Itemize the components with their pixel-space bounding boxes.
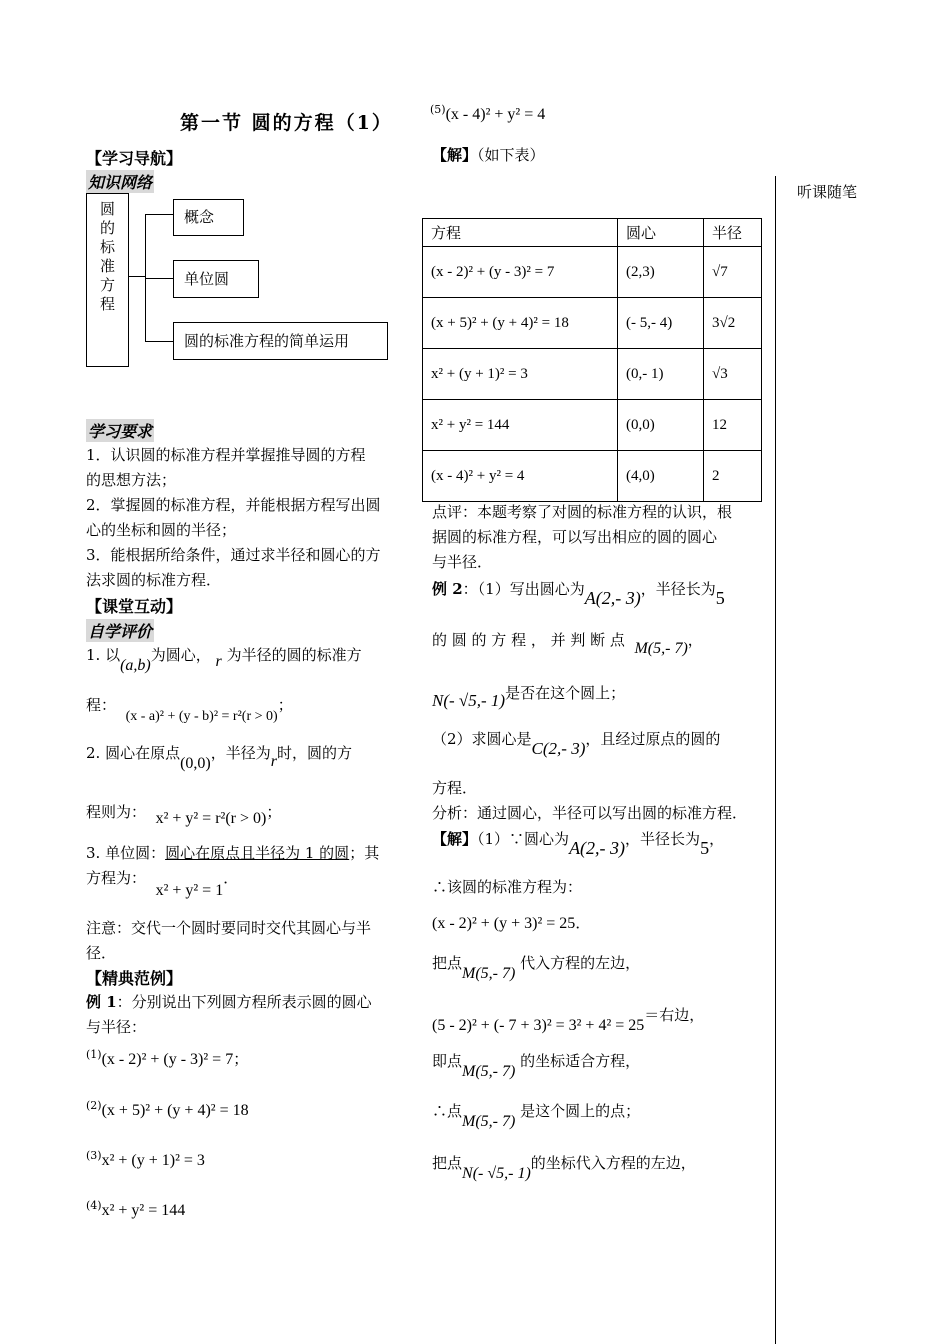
table-cell: (0,0) — [618, 400, 704, 451]
table-cell: x² + (y + 1)² = 3 — [423, 349, 618, 400]
text: 时，圆的方 — [277, 744, 353, 762]
example-1-item-5 — [430, 103, 545, 124]
point-a: A(2,- 3) — [584, 588, 641, 608]
text: ，半径长为 — [640, 580, 716, 598]
text: 1. 以 — [86, 646, 121, 664]
example-1-item-4 — [86, 1199, 185, 1220]
text: ， — [709, 830, 725, 848]
network-heading: 知识网络 — [86, 170, 154, 193]
example-1-item-2 — [86, 1099, 249, 1120]
comment-line: 与半径． — [432, 553, 493, 571]
solution-2-line-7 — [432, 1099, 641, 1130]
margin-divider — [775, 176, 776, 1344]
text: ． — [223, 869, 239, 887]
connector — [145, 278, 173, 279]
table-cell: (x + 5)² + (y + 4)² = 18 — [423, 298, 618, 349]
radius-symbol: r — [215, 653, 222, 670]
example-1-intro — [86, 990, 372, 1040]
equation: (x + 5)² + (y + 4)² = 18 — [101, 1102, 249, 1119]
text: （2）求圆心是 — [432, 730, 532, 748]
example-2-label: 例 2 — [432, 580, 463, 598]
item-number: (1) — [86, 1048, 102, 1061]
text: ：分别说出下列圆方程所表示圆的圆心 — [116, 993, 372, 1011]
examples-heading: 【精典范例】 — [86, 969, 183, 988]
text: ； — [266, 803, 282, 821]
table-cell: 12 — [704, 400, 762, 451]
table-cell: (4,0) — [618, 451, 704, 502]
solution-2-line-8 — [432, 1151, 696, 1182]
text: ∴点 — [432, 1102, 463, 1120]
equation: (x - 4)² + y² = 4 — [445, 106, 546, 123]
requirements-list — [86, 443, 406, 593]
connector — [129, 276, 145, 277]
item-2-line-2 — [86, 800, 281, 825]
point-c: C(2,- 3) — [531, 739, 586, 758]
comment — [432, 500, 767, 575]
tree-root-char: 标 — [99, 238, 115, 256]
table-cell: √7 — [704, 247, 762, 298]
example-2-line-5: 方程． — [432, 779, 478, 797]
example-1-label: 例 1 — [86, 993, 117, 1011]
example-2-line-1 — [432, 576, 725, 608]
note-line: 注意：交代一个圆时要同时交代其圆心与半 — [86, 919, 372, 937]
item-3-line-2 — [86, 866, 239, 899]
item-2-line-1 — [86, 741, 353, 772]
equation: (x - 2)² + (y + 3)² = 25 — [432, 915, 576, 932]
table-row — [423, 247, 762, 298]
self-eval-heading: 自学评价 — [86, 619, 154, 642]
point-n: N(- √5,- 1) — [432, 691, 506, 710]
text: ：（1）写出圆心为 — [462, 580, 585, 598]
unit-circle-equation: x² + y² = 1 — [155, 882, 224, 899]
text: 是否在这个圆上； — [505, 684, 626, 702]
table-cell: (0,- 1) — [618, 349, 704, 400]
table-row — [423, 400, 762, 451]
example-2-line-3 — [432, 680, 626, 710]
text: ，半径长为 — [625, 830, 701, 848]
requirement-line: 3．能根据所给条件，通过求半径和圆心的方 — [86, 546, 381, 564]
point-a: A(2,- 3) — [569, 838, 626, 858]
solution-2-line-6 — [432, 1049, 641, 1080]
tree-root-char: 程 — [99, 295, 115, 313]
example-1-item-1 — [86, 1048, 248, 1069]
point-m: M(5,- 7) — [634, 640, 688, 657]
text: 与半径： — [86, 1018, 147, 1036]
text: 方程为： — [86, 869, 147, 887]
item-1-line-1 — [86, 643, 362, 674]
solution-2-line-4 — [432, 951, 641, 982]
connector — [145, 214, 173, 215]
text: ； — [277, 696, 293, 714]
table-cell: x² + y² = 144 — [423, 400, 618, 451]
item-1-line-2 — [86, 693, 293, 724]
requirement-line: 法求圆的标准方程． — [86, 571, 222, 589]
requirement-line: 1．认识圆的标准方程并掌握推导圆的方程 — [86, 446, 366, 464]
text: ． — [575, 914, 591, 932]
equation: x² + y² = 144 — [101, 1202, 186, 1219]
table-header: 圆心 — [618, 219, 704, 247]
radius-value: 5 — [700, 838, 710, 858]
table-cell: (x - 4)² + y² = 4 — [423, 451, 618, 502]
radius-value: 5 — [715, 588, 725, 608]
text: 的 圆 的 方 程 ， 并 判 断 点 — [432, 631, 625, 649]
tree-root-char: 的 — [99, 219, 115, 237]
solution-2-line-2: ∴该圆的标准方程为： — [432, 878, 583, 896]
text: （1）∵圆心为 — [477, 830, 570, 848]
point-m: M(5,- 7) — [462, 1063, 516, 1080]
text: 是这个圆上的点； — [520, 1102, 641, 1120]
text: 为圆心， — [150, 646, 211, 664]
text: ； — [233, 1050, 249, 1068]
tree-root-box — [86, 193, 129, 367]
table-row — [423, 451, 762, 502]
comment-line: 据圆的标准方程，可以写出相应的圆的圆心 — [432, 528, 718, 546]
table-header-row — [423, 219, 762, 247]
class-heading: 【课堂互动】 — [86, 597, 183, 616]
note-line: 径． — [86, 944, 117, 962]
item-number: (2) — [86, 1099, 102, 1112]
example-2-analysis: 分析：通过圆心，半径可以写出圆的标准方程． — [432, 804, 748, 822]
table-cell: 3√2 — [704, 298, 762, 349]
origin-equation: x² + y² = r²(r > 0) — [155, 810, 267, 827]
note — [86, 916, 371, 966]
tree-root-char: 方 — [99, 276, 115, 294]
text: 3. 单位圆： — [86, 844, 166, 862]
requirements-heading: 学习要求 — [86, 419, 154, 442]
text: 把点 — [432, 954, 463, 972]
text: 即点 — [432, 1052, 463, 1070]
sidebar-notes-label: 听课随笔 — [797, 183, 858, 201]
general-equation: (x - a)² + (y - b)² = r²(r > 0) — [125, 709, 278, 724]
point-m: M(5,- 7) — [462, 965, 516, 982]
text: 程则为： — [86, 803, 147, 821]
requirement-line: 2．掌握圆的标准方程，并能根据方程写出圆 — [86, 496, 381, 514]
requirement-line: 的思想方法； — [86, 471, 177, 489]
tree-root-char: 准 — [99, 257, 115, 275]
example-1-item-3 — [86, 1149, 205, 1170]
solution-2-line-5 — [432, 1003, 705, 1034]
text: 的坐标代入方程的左边， — [530, 1154, 696, 1172]
point-m: M(5,- 7) — [462, 1113, 516, 1130]
table-row — [423, 298, 762, 349]
table-cell: (- 5,- 4) — [618, 298, 704, 349]
origin-coord: (0,0) — [180, 755, 211, 772]
item-number: (4) — [86, 1199, 102, 1212]
point-n: N(- √5,- 1) — [462, 1165, 531, 1182]
requirement-line: 心的坐标和圆的半径； — [86, 521, 237, 539]
solution-label: 【解】 — [432, 146, 478, 164]
tree-node-application: 圆的标准方程的简单运用 — [173, 322, 388, 360]
text: （如下表） — [477, 146, 545, 164]
text: 代入方程的左边， — [520, 954, 641, 972]
text: 为半径的圆的标准方 — [226, 646, 362, 664]
solution-label: 【解】 — [432, 830, 478, 848]
text: ，半径为 — [210, 744, 271, 762]
table-cell: √3 — [704, 349, 762, 400]
text: ， — [687, 631, 703, 649]
solution-2-line-1 — [432, 826, 725, 858]
text: ＝右边， — [644, 1006, 705, 1024]
equation: x² + (y + 1)² = 3 — [101, 1152, 205, 1169]
table-cell: 2 — [704, 451, 762, 502]
page-title: 第一节 圆的方程（1） — [180, 112, 393, 134]
table-header: 方程 — [423, 219, 618, 247]
tree-node-unit-circle: 单位圆 — [173, 260, 259, 298]
text: 2. 圆心在原点 — [86, 744, 181, 762]
example-2-line-4 — [432, 726, 721, 758]
text: ；其 — [349, 844, 380, 862]
center-coord: (a,b) — [120, 657, 151, 674]
connector — [145, 341, 173, 342]
tree-root-char: 圆 — [99, 200, 115, 218]
example-2-line-2 — [432, 628, 703, 657]
item-number: (5) — [430, 103, 446, 116]
radius-symbol: r — [270, 753, 277, 770]
table-row — [423, 349, 762, 400]
comment-line: 点评：本题考察了对圆的标准方程的认识，根 — [432, 503, 733, 521]
text: 把点 — [432, 1154, 463, 1172]
tree-node-concept: 概念 — [173, 199, 244, 236]
equation: (5 - 2)² + (- 7 + 3)² = 3² + 4² = 25 — [432, 1017, 645, 1034]
text: 的坐标适合方程， — [520, 1052, 641, 1070]
table-cell: (2,3) — [618, 247, 704, 298]
item-number: (3) — [86, 1149, 102, 1162]
item-3-line-1 — [86, 841, 379, 866]
solution-2-equation — [432, 912, 590, 933]
equation: (x - 2)² + (y - 3)² = 7 — [101, 1051, 234, 1068]
unit-circle-definition: 圆心在原点且半径为 1 的圆 — [165, 844, 350, 862]
table-header: 半径 — [704, 219, 762, 247]
text: ，且经过原点的圆的 — [585, 730, 721, 748]
solution-1-head — [432, 143, 545, 168]
table-cell: (x - 2)² + (y - 3)² = 7 — [423, 247, 618, 298]
text: 程： — [86, 696, 117, 714]
nav-heading: 【学习导航】 — [86, 149, 183, 168]
equations-table — [422, 218, 762, 502]
